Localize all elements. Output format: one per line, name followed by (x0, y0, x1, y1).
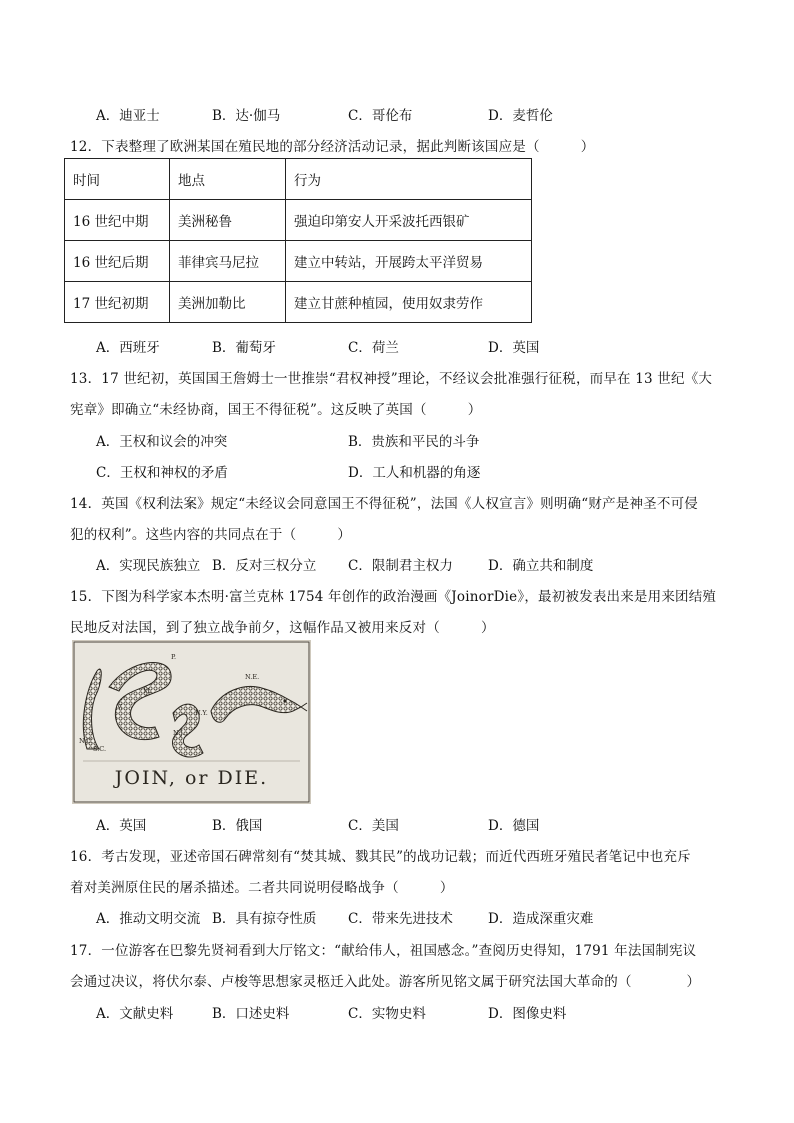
q17-option-a[interactable]: A．文献史料 (96, 1006, 174, 1022)
q15-option-a[interactable]: A．英国 (96, 818, 147, 834)
q14-stem-line-2: 犯的权利”。这些内容的共同点在于（ ） (70, 527, 352, 543)
table-row (65, 200, 532, 241)
q16-stem-line-1: 16．考古发现，亚述帝国石碑常刻有“焚其城、戮其民”的战功记载；而近代西班牙殖民者笔记中也充斥 (70, 849, 691, 865)
q12-table (64, 158, 532, 323)
q14-option-d[interactable]: D．确立共和制度 (488, 558, 594, 574)
q12-stem: 12．下表整理了欧洲某国在殖民地的部分经济活动记录，据此判断该国应是（ ） (70, 139, 595, 155)
table-cell: 建立甘蔗种植园，使用奴隶劳作 (286, 282, 532, 323)
segment-label-sc: S.C. (93, 745, 107, 753)
segment-label-nj: N.J. (173, 729, 185, 737)
q13-option-c[interactable]: C．王权和神权的矛盾 (96, 465, 228, 481)
q12-option-d[interactable]: D．英国 (488, 340, 540, 356)
q17-stem-line-2: 会通过决议，将伏尔泰、卢梭等思想家灵柩迁入此处。游客所见铭文属于研究法国大革命的（ ） (70, 974, 701, 990)
table-cell: 16 世纪中期 (65, 200, 170, 241)
q17-option-c[interactable]: C．实物史料 (348, 1006, 426, 1022)
table-header-row (65, 159, 532, 200)
segment-label-m: M. (143, 687, 152, 695)
q13-option-b[interactable]: B．贵族和平民的斗争 (348, 434, 480, 450)
q16-option-a[interactable]: A．推动文明交流 (96, 911, 201, 927)
cartoon-caption: JOIN, or DIE. (114, 767, 269, 789)
segment-label-nc: N.C. (79, 737, 94, 745)
segment-label-ne: N.E. (245, 673, 260, 681)
table-cell: 17 世纪初期 (65, 282, 170, 323)
q12-option-c[interactable]: C．荷兰 (348, 340, 399, 356)
q16-stem-line-2: 着对美洲原住民的屠杀描述。二者共同说明侵略战争（ ） (70, 880, 454, 896)
q11-option-d[interactable]: D．麦哲伦 (488, 108, 553, 124)
q16-option-c[interactable]: C．带来先进技术 (348, 911, 453, 927)
q15-option-b[interactable]: B．俄国 (212, 818, 263, 834)
table-cell: 强迫印第安人开采波托西银矿 (286, 200, 532, 241)
q11-option-a[interactable]: A．迪亚士 (96, 108, 160, 124)
table-header-cell: 地点 (170, 159, 286, 200)
q14-option-a[interactable]: A．实现民族独立 (96, 558, 201, 574)
q11-option-c[interactable]: C．哥伦布 (348, 108, 413, 124)
q15-option-d[interactable]: D．德国 (488, 818, 540, 834)
q12-option-a[interactable]: A．西班牙 (96, 340, 160, 356)
q14-option-c[interactable]: C．限制君主权力 (348, 558, 453, 574)
table-cell: 美洲加勒比 (170, 282, 286, 323)
table-header-cell: 行为 (286, 159, 532, 200)
q16-option-d[interactable]: D．造成深重灾难 (488, 911, 594, 927)
segment-label-ny: N.Y. (195, 709, 208, 717)
segment-label-p: P. (171, 653, 177, 661)
q13-stem-line-2: 宪章》即确立“未经协商，国王不得征税”。这反映了英国（ ） (70, 402, 482, 418)
q14-stem-line-1: 14．英国《权利法案》规定“未经议会同意国王不得征税”，法国《人权宣言》则明确“财产是神圣不可侵 (70, 496, 698, 512)
q15-stem-line-2: 民地反对法国，到了独立战争前夕，这幅作品又被用来反对（ ） (70, 620, 495, 636)
q13-option-a[interactable]: A．王权和议会的冲突 (96, 434, 228, 450)
q15-option-c[interactable]: C．美国 (348, 818, 399, 834)
q17-option-b[interactable]: B．口述史料 (212, 1006, 290, 1022)
table-cell: 美洲秘鲁 (170, 200, 286, 241)
q13-stem-line-1: 13．17 世纪初，英国国王詹姆士一世推崇“君权神授”理论，不经议会批准强行征税，而早在 13 世纪《大 (70, 371, 713, 387)
q15-stem-line-1: 15．下图为科学家本杰明·富兰克林 1754 年创作的政治漫画《JoinorDie》，最初被发表出来是用来团结殖 (70, 589, 717, 605)
q12-option-b[interactable]: B．葡萄牙 (212, 340, 276, 356)
segment-label-v: V. (117, 703, 123, 711)
table-header-cell: 时间 (65, 159, 170, 200)
table-row (65, 241, 532, 282)
table-cell: 菲律宾马尼拉 (170, 241, 286, 282)
q14-option-b[interactable]: B．反对三权分立 (212, 558, 317, 574)
table-cell: 建立中转站，开展跨太平洋贸易 (286, 241, 532, 282)
q17-stem-line-1: 17．一位游客在巴黎先贤祠看到大厅铭文：“献给伟人，祖国感念。”查阅历史得知，1791 年法国制宪议 (70, 943, 697, 959)
q16-option-b[interactable]: B．具有掠夺性质 (212, 911, 317, 927)
join-or-die-cartoon (72, 640, 311, 804)
table-row (65, 282, 532, 323)
table-cell: 16 世纪后期 (65, 241, 170, 282)
q13-option-d[interactable]: D．工人和机器的角逐 (348, 465, 481, 481)
q11-option-b[interactable]: B．达·伽马 (212, 108, 281, 124)
q17-option-d[interactable]: D．图像史料 (488, 1006, 567, 1022)
